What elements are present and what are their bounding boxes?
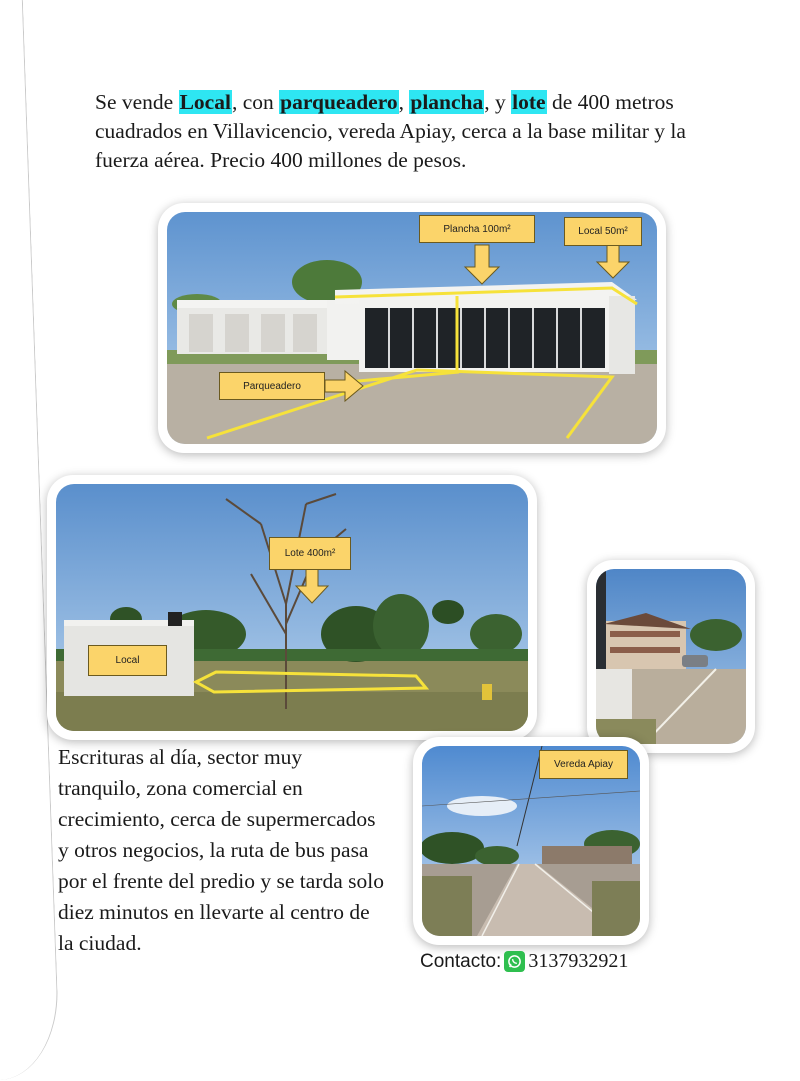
building-photo xyxy=(158,203,666,453)
intro-text: Se vende xyxy=(95,90,179,114)
vereda-callout: Vereda Apiay xyxy=(539,750,628,779)
intro-text: , con xyxy=(231,90,280,114)
highlight-parqueadero: parqueadero xyxy=(280,90,398,114)
contact-phone: 3137932921 xyxy=(528,950,629,972)
building-photo-frame xyxy=(167,212,657,444)
building-scene xyxy=(167,212,657,444)
contact-line xyxy=(420,950,628,973)
plancha-callout: Plancha 100m² xyxy=(419,215,535,243)
highlight-lote: lote xyxy=(512,90,546,114)
lot-scene xyxy=(56,484,528,731)
intro-text: , xyxy=(398,90,410,114)
intro-text: de 400 metros cuadrados en Villavicencio, vereda Apiay, cerca a la base militar y la fuerza aérea. Precio 400 millones de pesos. xyxy=(95,90,686,172)
local-area-callout: Local 50m² xyxy=(564,217,642,246)
lote-callout: Lote 400m² xyxy=(269,537,351,570)
highlight-plancha: plancha xyxy=(410,90,484,114)
whatsapp-icon xyxy=(504,951,525,972)
street-scene xyxy=(596,569,746,744)
lot-photo xyxy=(47,475,537,740)
parqueadero-callout: Parqueadero xyxy=(219,372,325,400)
street-photo xyxy=(587,560,755,753)
lot-photo-frame xyxy=(56,484,528,731)
highlight-local: Local xyxy=(179,90,231,114)
road-photo xyxy=(413,737,649,945)
intro-text: , y xyxy=(484,90,512,114)
street-photo-frame xyxy=(596,569,746,744)
description-paragraph: Escrituras al día, sector muy tranquilo, zona comercial en crecimiento, cerca de supermercados y otros negocios, la ruta de bus pasa por el frente del predio y se tarda solo diez minutos en llevarte al centro de la ciudad. xyxy=(58,745,384,955)
local-callout: Local xyxy=(88,645,167,676)
intro-paragraph xyxy=(95,88,715,175)
contact-label: Contacto: xyxy=(420,950,502,972)
road-photo-frame xyxy=(422,746,640,936)
